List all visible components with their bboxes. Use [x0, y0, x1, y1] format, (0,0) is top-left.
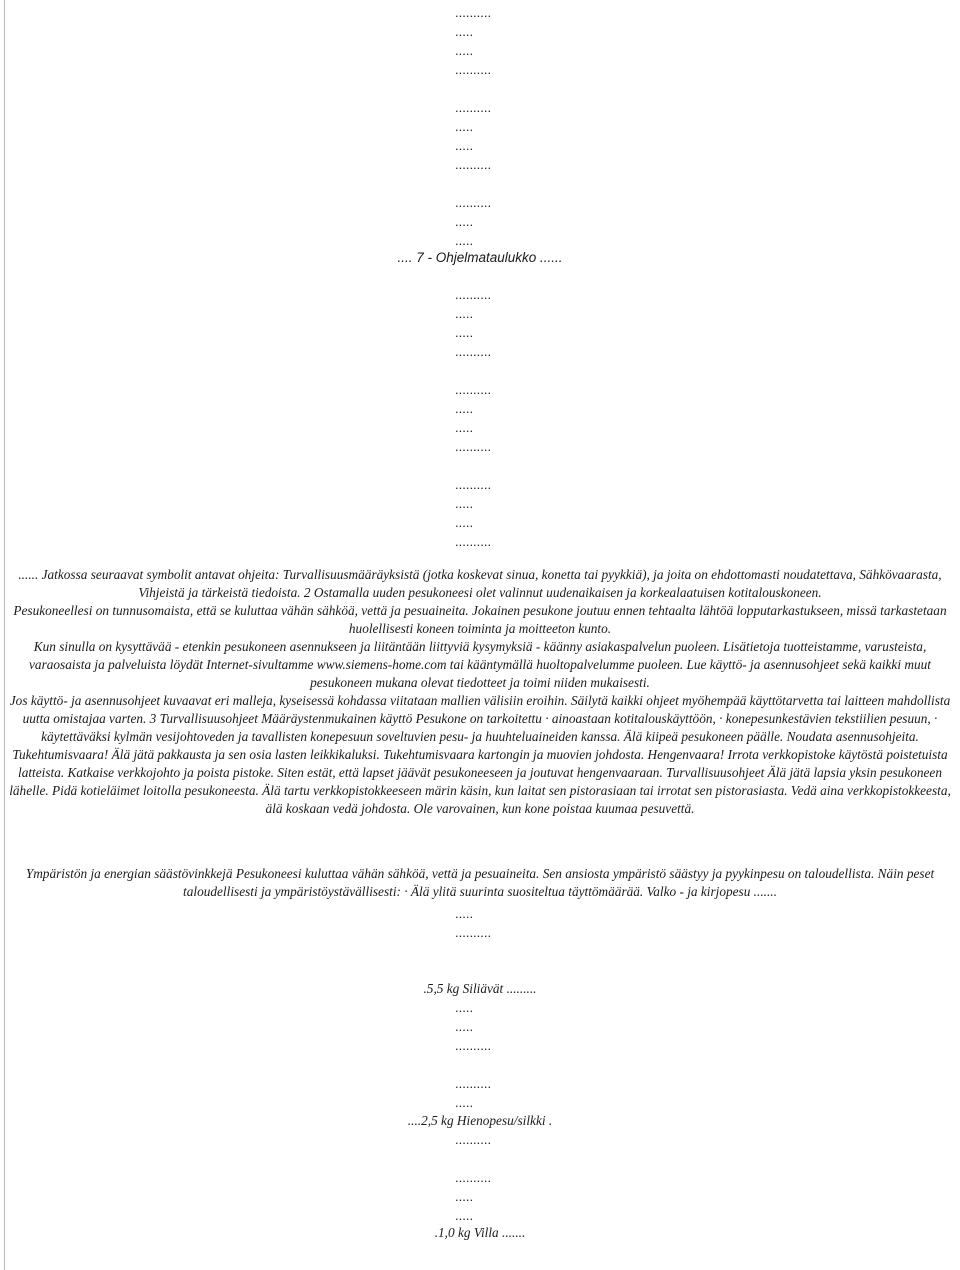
dot-leader: ..........: [455, 344, 492, 359]
dot-leader: ..........: [455, 100, 492, 115]
middle-dot-leaders: [6, 285, 954, 551]
easy-care-dot-leaders: [6, 998, 954, 1112]
dot-leader: ..........: [455, 62, 492, 77]
dot-leader: .....: [455, 138, 474, 153]
dot-leader: ..........: [455, 382, 492, 397]
load-item-wool: .1,0 kg Villa .......: [434, 1225, 526, 1240]
load-item-delicate-silk: ....2,5 kg Hienopesu/silkki .: [407, 1113, 553, 1128]
symbols-intro-paragraph: ...... Jatkossa seuraavat symbolit antavat ohjeita: Turvallisuusmääräyksistä (jotka koskevat sinua, konetta tai pyykkiä), ja joita on ehdottomasti noudatettava, Sähkövaarasta, Vihjeistä ja tärkeistä tiedoista. 2 Ostamalla uuden pesukoneesi olet valinnut uudenaikaisen ja korkealaatuisen kotitalouskoneen.: [18, 567, 942, 600]
dot-leader: .....: [455, 43, 474, 58]
dot-leader: .....: [455, 401, 474, 416]
quality-paragraph: Pesukoneellesi on tunnusomaista, että se kuluttaa vähän sähköä, vettä ja pesuaineita. Jokainen pesukone joutuu ennen tehtaalta lähtöä lopputarkastukseen, missä tarkastetaan huolellisesti koneen toiminta ja moitteeton kunto.: [13, 603, 947, 636]
delicate-dot-leaders: [6, 1130, 954, 1225]
dot-leader: ..........: [455, 1038, 492, 1053]
dot-leader: .....: [455, 906, 474, 921]
dot-leader: .....: [455, 233, 474, 248]
dot-leader: .....: [455, 496, 474, 511]
dot-leader: ..........: [455, 477, 492, 492]
dot-leader: ..........: [455, 287, 492, 302]
dot-leader: .....: [455, 515, 474, 530]
dot-leader: .....: [455, 119, 474, 134]
top-dot-leaders: [6, 3, 954, 250]
customer-service-paragraph: Kun sinulla on kysyttävää - etenkin pesukoneen asennukseen ja liitäntään liittyviä kysymyksiä - käänny asiakaspalvelun puoleen. Lisätietoja tuotteistamme, varusteista, varaosaista ja palveluista löydät Internet-sivultamme www.siemens-home.com tai kääntymällä huoltopalvelumme puoleen. Lue käyttö- ja asennusohjeet sekä kaikki muut pesukoneen mukana olevat tiedotteet ja toimi niiden mukaisesti.: [29, 639, 931, 690]
dot-leader: .....: [455, 1019, 474, 1034]
dot-leader: ..........: [455, 925, 492, 940]
load-item-easy-care: .5,5 kg Siliävät .........: [423, 981, 537, 996]
dot-leader: ..........: [455, 439, 492, 454]
dot-leader: .....: [455, 1189, 474, 1204]
dot-leader: .....: [455, 1000, 474, 1015]
dot-leader: ..........: [455, 1132, 492, 1147]
dot-leader: ..........: [455, 1170, 492, 1185]
dot-leader: ..........: [455, 1076, 492, 1091]
intended-use-paragraph: Jos käyttö- ja asennusohjeet kuvaavat eri malleja, kyseisessä kohdassa viitataan mallien välisiin eroihin. Säilytä kaikki ohjeet myöhempää käyttötarvetta tai laitteen mahdollista uutta omistajaa varten. 3 Turvallisuusohjeet Määräystenmukainen käyttö Pesukone on tarkoitettu · ainoastaan kotitalouskäyttöön, · konepesunkestävien tekstiilien pesuun, · käytettäväksi kylmän vesijohtoveden ja tavallisten konepesuun soveltuvien pesu- ja huuhteluaineiden kanssa. Älä kiipeä pesukoneen päälle. Noudata asennusohjeita.: [9, 693, 951, 744]
dot-leader: .....: [455, 24, 474, 39]
dot-leader: .....: [455, 420, 474, 435]
dot-leader: ..........: [455, 5, 492, 20]
dot-leader: .....: [455, 306, 474, 321]
suffocation-hazard-paragraph: Tukehtumisvaara! Älä jätä pakkausta ja sen osia lasten leikkikaluksi. Tukehtumisvaara kartongin ja muovien johdosta. Hengenvaara! Irrota verkkopistoke käytöstä poistetuista latteista. Katkaise verkkojohto ja poista pistoke. Siten estät, että lapset jäävät pesukoneeseen ja joutuvat hengenvaaraan. Turvallisuusohjeet Älä jätä lapsia yksin pesukoneen lähelle. Pidä kotieläimet loitolla pesukoneesta. Älä tartu verkkopistokkeeseen märin käsin, kun laitat sen pistorasiaan tai irrotat sen pistorasiasta. Vedä aina verkkopistokkeesta, älä koskaan vedä johdosta. Ole varovainen, kun kone poistaa kuumaa pesuvettä.: [9, 747, 951, 816]
safety-instructions-text: [6, 566, 954, 818]
dot-leader: .....: [455, 214, 474, 229]
env-dot-leaders: [6, 904, 954, 942]
dot-leader: .....: [455, 325, 474, 340]
page-left-border: [4, 0, 5, 1270]
toc-entry-program-table: .... 7 - Ohjelmataulukko ......: [397, 250, 563, 265]
dot-leader: .....: [455, 1208, 474, 1223]
dot-leader: ..........: [455, 157, 492, 172]
dot-leader: .....: [455, 1095, 474, 1110]
dot-leader: ..........: [455, 534, 492, 549]
dot-leader: ..........: [455, 195, 492, 210]
environment-tips-paragraph: Ympäristön ja energian säästövinkkejä Pesukoneesi kuluttaa vähän sähköä, vettä ja pesuaineita. Sen ansiosta ympäristö säästyy ja pyykinpesu on taloudellista. Näin peset taloudellisesti ja ympäristöystävällisesti: · Älä ylitä suurinta suositeltua täyttömäärää. Valko - ja kirjopesu .......: [25, 866, 935, 899]
